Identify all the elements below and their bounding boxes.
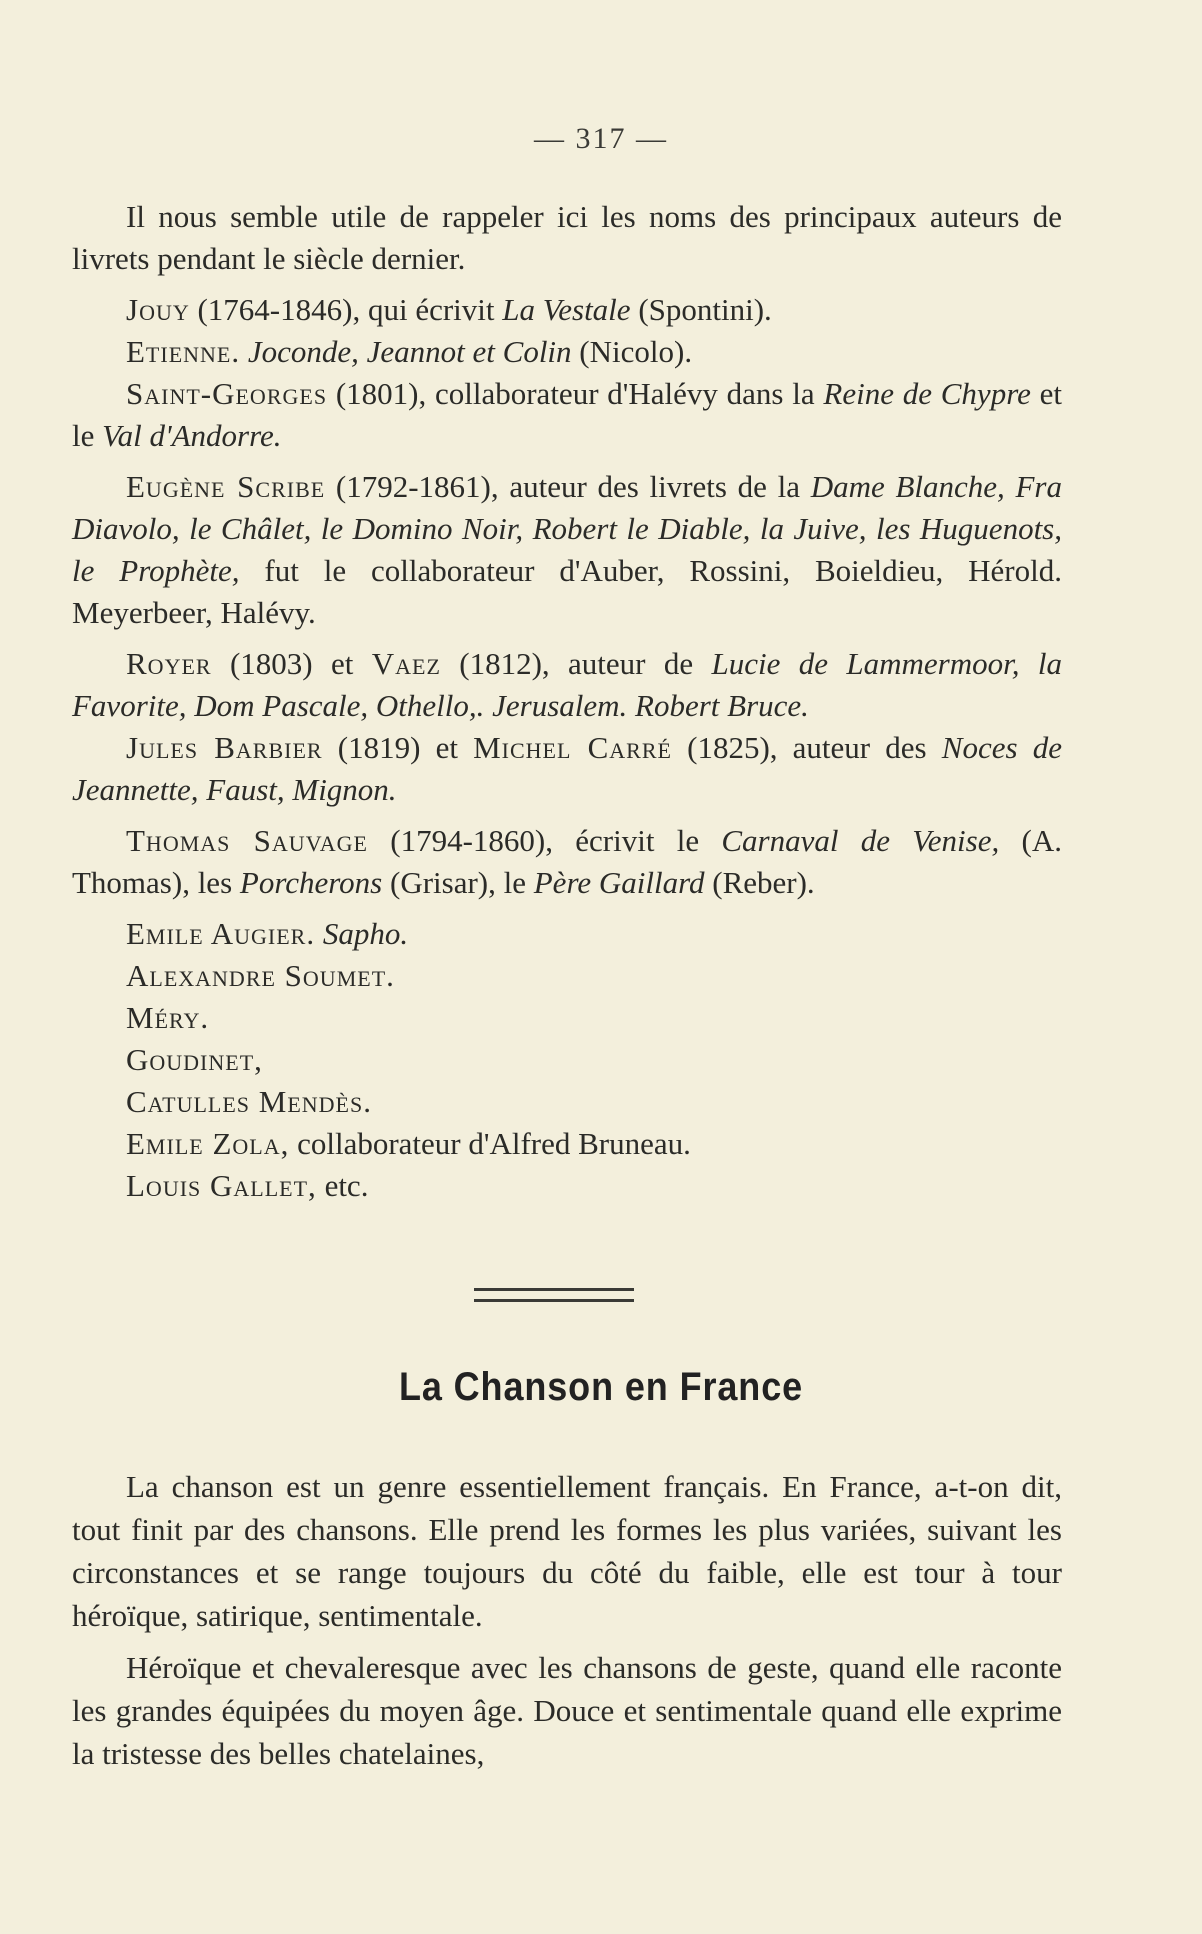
entry-text: (1801), collaborateur d'Halévy dans la: [327, 376, 824, 411]
author-list: [72, 913, 1062, 1207]
work-title: Carnaval de Venise,: [721, 823, 1000, 858]
entry-text: (1764-1846), qui écrivit: [189, 292, 503, 327]
entry-etienne: [72, 331, 1062, 373]
list-item: [72, 1123, 1062, 1165]
author-name: Saint-Georges: [126, 376, 328, 411]
work-title: Val d'Andorre.: [102, 418, 282, 453]
list-item: [72, 1081, 1062, 1123]
entry-text: (1819) et: [322, 730, 474, 765]
entry-text: (1812), auteur de: [440, 646, 712, 681]
author-name: Louis Gallet,: [126, 1168, 317, 1203]
entry-royer-vaez: [72, 643, 1062, 727]
list-item: [72, 997, 1062, 1039]
entry-barbier-carre: [72, 727, 1062, 811]
entry-text: fut le collaborateur d'Auber, Rossini, Boieldieu, Hérold. Meyerbeer, Halévy.: [72, 553, 1062, 630]
work-title: Reine de Chypre: [823, 376, 1031, 411]
author-name: Emile Zola,: [126, 1126, 290, 1161]
list-item: [72, 955, 1062, 997]
chanson-section: [72, 1465, 1062, 1775]
entry-sauvage: [72, 820, 1062, 904]
entry-scribe: [72, 466, 1062, 634]
work-title: Lucie de Lammermoor, la Favorite, Dom Pascale, Othello,. Jerusalem. Robert Bruce.: [72, 646, 1062, 723]
work-title: Père Gaillard: [533, 865, 705, 900]
author-name: Goudinet,: [126, 1042, 263, 1077]
work-title: Joconde, Jeannot et Colin: [240, 334, 572, 369]
list-item: [72, 1165, 1062, 1207]
entry-text: (1794-1860), écrivit le: [367, 823, 722, 858]
author-name: Eugène Scribe: [126, 469, 326, 504]
author-name: Alexandre Soumet.: [126, 958, 395, 993]
entry-text: (1792-1861), auteur des livrets de la: [325, 469, 811, 504]
work-title: Porcherons: [239, 865, 383, 900]
author-name: Royer: [126, 646, 212, 681]
entry-text: (1825), auteur des: [671, 730, 942, 765]
work-title: Sapho.: [315, 916, 409, 951]
author-name: Vaez: [371, 646, 441, 681]
author-name: Etienne.: [126, 334, 241, 369]
author-name: Jules Barbier: [126, 730, 323, 765]
author-name: Catulles Mendès.: [126, 1084, 372, 1119]
entry-text: et le: [72, 376, 1063, 453]
entry-text: (Spontini).: [630, 292, 772, 327]
entry-text: (1803) et: [211, 646, 372, 681]
librettist-section: [72, 196, 1062, 1207]
entry-saint-georges: [72, 373, 1062, 457]
entry-text: (Grisar), le: [382, 865, 534, 900]
author-name: Michel Carré: [473, 730, 672, 765]
entry-text: (A. Thomas), les: [72, 823, 1062, 900]
work-title: La Vestale: [502, 292, 631, 327]
author-name: Jouy: [126, 292, 190, 327]
body-paragraph: Héroïque et chevaleresque avec les chansons de geste, quand elle raconte les grandes équipées du moyen âge. Douce et sentimentale quand elle exprime la tristesse des belles chatelaines,: [72, 1650, 1062, 1771]
intro-paragraph: Il nous semble utile de rappeler ici les noms des principaux auteurs de livrets pendant le siècle dernier.: [72, 199, 1062, 276]
entry-text: (Reber).: [704, 865, 815, 900]
section-title: La Chanson en France: [398, 1365, 804, 1409]
author-name: Thomas Sauvage: [126, 823, 368, 858]
list-item: [72, 1039, 1062, 1081]
entry-text: collaborateur d'Alfred Bruneau.: [289, 1126, 691, 1161]
entry-text: (Nicolo).: [571, 334, 693, 369]
entry-jouy: [72, 289, 1062, 331]
page-number: — 317 —: [534, 122, 668, 155]
entry-text: etc.: [316, 1168, 369, 1203]
list-item: [72, 913, 1062, 955]
section-divider: [474, 1288, 634, 1302]
work-title: Dame Blanche, Fra Diavolo, le Châlet, le Domino Noir, Robert le Diable, la Juive, les Huguenots, le Prophète,: [72, 469, 1062, 588]
body-paragraph: La chanson est un genre essentiellement français. En France, a-t-on dit, tout finit par des chansons. Elle prend les formes les plus variées, suivant les circonstances et se range toujours du côté du faible, elle est tour à tour héroïque, satirique, sentimentale.: [72, 1469, 1062, 1633]
author-name: Emile Augier.: [126, 916, 316, 951]
author-name: Méry.: [126, 1000, 210, 1035]
work-title: Noces de Jeannette, Faust, Mignon.: [72, 730, 1062, 807]
